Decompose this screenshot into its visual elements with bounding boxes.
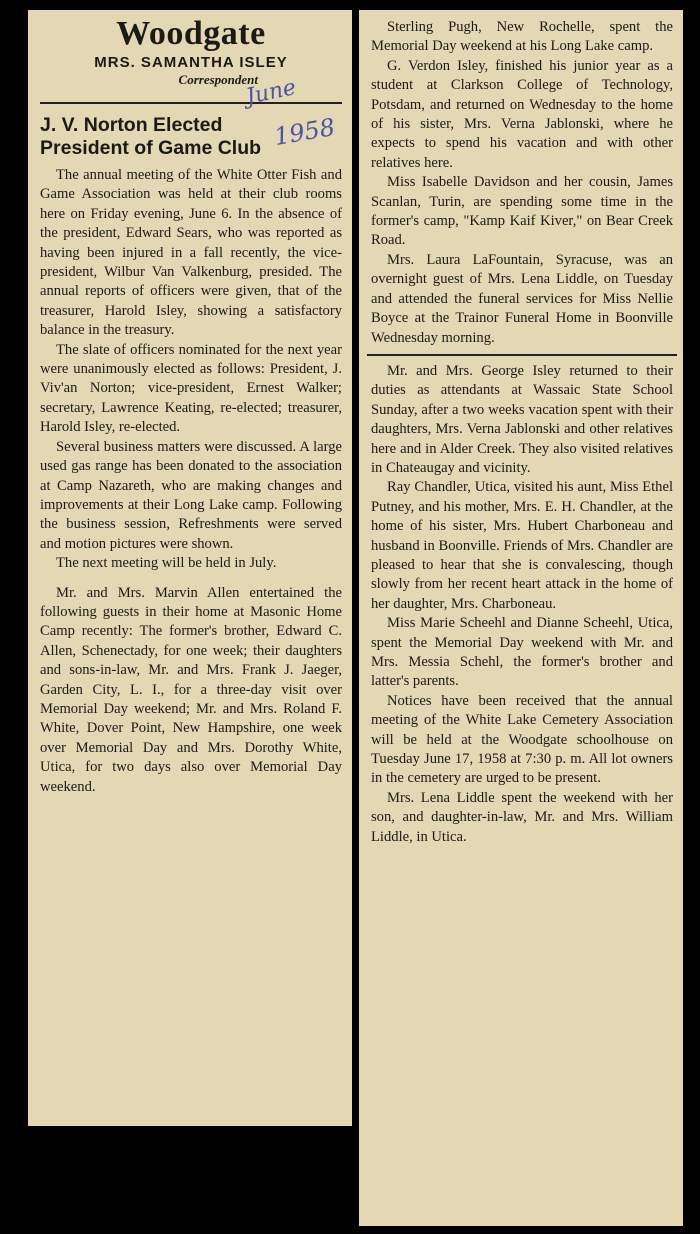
headline-line-2: President of Game Club bbox=[40, 137, 262, 159]
handwritten-year: 1958 bbox=[272, 112, 338, 152]
masthead-rule bbox=[40, 102, 342, 104]
news-item: Ray Chandler, Utica, visited his aunt, Miss Ethel Putney, and his mother, Mrs. E. H. Chandler, at the home of his sister, Mrs. Hubert Charboneau and husband in Boonville. Friends of Mrs. Chandler are pleased to hear that she is convalescing, though slowly from her recent heart attack in the home of her daughter, Mrs. Charboneau. bbox=[371, 479, 673, 612]
article-paragraph: The next meeting will be held in July. bbox=[56, 555, 277, 572]
masthead bbox=[40, 10, 342, 88]
left-column-clipping bbox=[28, 10, 352, 1126]
correspondent-name: MRS. SAMANTHA ISLEY bbox=[94, 54, 288, 71]
handwritten-month: June bbox=[243, 75, 299, 110]
news-item: Mr. and Mrs. Marvin Allen entertained the following guests in their home at Masonic Home Camp recently: The former's brother, Edward C. Allen, Schenectady, for one week; their daughters and sons-in-law, Mr. and Mrs. Frank J. Jaeger, Garden City, L. I., for a three-day visit over Memorial Day weekend; Mr. and Mrs. Roland F. White, Dover Point, New Hampshire, one week over Memorial Day and Mrs. Dorothy White, Utica, for two days also over Memorial Day weekend. bbox=[40, 584, 342, 795]
news-item: Miss Isabelle Davidson and her cousin, James Scanlan, Turin, are spending some time in the former's camp, "Kamp Kaif Kiver," on Bear Creek Road. bbox=[371, 174, 673, 249]
news-item: G. Verdon Isley, finished his junior year as a student at Clarkson College of Technology, Potsdam, and returned on Wednesday to the home of his sister, Mrs. Verna Jablonski, where he expects to spend his vacation and with other relatives here. bbox=[371, 57, 673, 171]
news-item: Mrs. Laura LaFountain, Syracuse, was an overnight guest of Mrs. Lena Liddle, on Tuesday and attended the funeral services for Miss Nellie Boyce at the Trainor Funeral Home in Boonville Wednesday morning. bbox=[371, 251, 673, 346]
news-item: Mrs. Lena Liddle spent the weekend with her son, and daughter-in-law, Mr. and Mrs. William Liddle, in Utica. bbox=[371, 789, 673, 845]
news-item: Notices have been received that the annual meeting of the White Lake Cemetery Association will be held at the Woodgate schoolhouse on Tuesday June 17, 1958 at 7:30 p. m. All lot owners in the cemetery are urged to be present. bbox=[371, 692, 673, 787]
column-title: Woodgate bbox=[116, 15, 266, 52]
news-item: Mr. and Mrs. George Isley returned to their duties as attendants at Wassaic State School Sunday, after a two weeks vacation spent with their daughters, Mrs. Verna Jablonski and other relatives here and in Alder Creek. They also visited relatives in Chateaugay and vicinity. bbox=[371, 362, 673, 476]
headline-line-1: J. V. Norton Elected bbox=[40, 114, 223, 136]
clipping-divider bbox=[367, 354, 677, 356]
article-paragraph: The annual meeting of the White Otter Fish and Game Association was held at their club rooms here on Friday evening, June 6. In the absence of the president, Edward Sears, who was reported as having been injured in a fall recently, the vice-president, Wilbur Van Valkenburg, presided. The annual reports of officers were given, that of the treasurer, Harold Isley, showing a satisfactory balance in the treasury. bbox=[40, 167, 342, 339]
article-paragraph: Several business matters were discussed. A large used gas range has been donated to the association at Camp Nazareth, who are making changes and improvements at their Long Lake camp. Following the business session, Refreshments were served and motion pictures were shown. bbox=[40, 438, 342, 552]
article-paragraph: The slate of officers nominated for the next year were unanimously elected as follows: President, J. Viv'an Norton; vice-president, Ernest Walker; secretary, Lawrence Keating, re-elected; treasurer, Harold Isley, re-elected. bbox=[40, 341, 342, 436]
correspondent-label: Correspondent bbox=[178, 72, 258, 87]
news-item: Miss Marie Scheehl and Dianne Scheehl, Utica, spent the Memorial Day weekend with Mr. and Mrs. Messia Schehl, the former's brother and latter's parents. bbox=[371, 615, 673, 690]
news-item: Sterling Pugh, New Rochelle, spent the Memorial Day weekend at his Long Lake camp. bbox=[371, 19, 673, 55]
paragraph-gap bbox=[40, 574, 342, 584]
right-column-clipping bbox=[359, 10, 683, 1226]
